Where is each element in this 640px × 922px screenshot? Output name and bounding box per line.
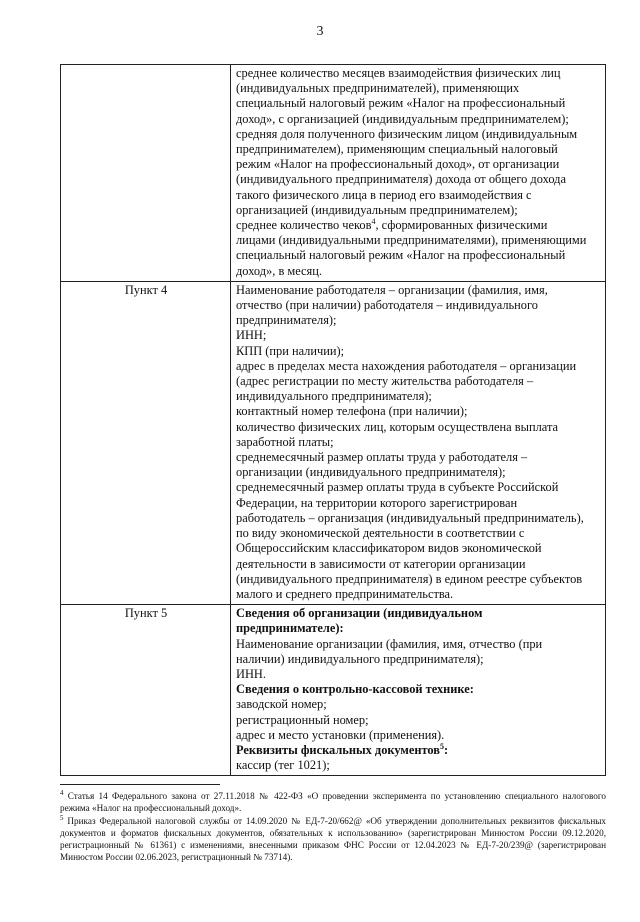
fiscal-heading-text: Реквизиты фискальных документов — [236, 742, 440, 757]
row-label: Пункт 5 — [61, 605, 231, 776]
text-line: малого и среднего предпринимательства. — [236, 586, 454, 601]
text-line: заработной платы; — [236, 434, 334, 449]
text-line: среднее количество месяцев взаимодействия физических лиц — [236, 66, 561, 80]
text-line: кассир (тег 1021); — [236, 758, 330, 773]
footnote-mark: 4 — [60, 788, 64, 797]
text-line: (индивидуального предпринимателя) в едином реестре субъектов — [236, 571, 583, 586]
text-line: заводской номер; — [236, 697, 327, 712]
text-line: среднемесячный размер оплаты труда в субъекте Российской — [236, 480, 559, 495]
text-line: по виду экономической деятельности в соответствии с — [236, 526, 525, 541]
text-line: специальный налоговый режим «Налог на профессиональный — [236, 248, 566, 263]
text-line: ИНН. — [236, 666, 266, 681]
row-content — [231, 605, 606, 776]
text-line: деятельности в зависимости от категории организации — [236, 556, 526, 571]
section-heading-kkt: Сведения о контрольно-кассовой технике: — [236, 682, 474, 697]
footnotes — [60, 784, 606, 864]
text-line: ИНН; — [236, 328, 267, 343]
page-number: 3 — [316, 24, 324, 39]
text-line: (индивидуальных предпринимателей), применяющих — [236, 81, 520, 96]
text-line: специальный налоговый режим «Налог на профессиональный — [236, 96, 566, 111]
footnote-ref-5[interactable]: 5 — [439, 741, 444, 751]
text-line: отчество (при наличии) работодателя – индивидуального — [236, 298, 538, 313]
text-line: контактный номер телефона (при наличии); — [236, 404, 468, 419]
table-row — [61, 605, 606, 776]
footnote-text: Приказ Федеральной налоговой службы от 14.09.2020 № ЕД-7-20/662@ «Об утверждении дополнительных реквизитов фискальных документов и форматов фискальных документов, обязательных к использованию» (зарегистрирован Минюстом России 09.12.2020, регистрационный № 61361) с изменениями, внесенными приказом ФНС России от 12.04.2023 № ЕД-7-20/239@ (зарегистрирован Минюстом России 02.06.2023, регистрационный № 73714). — [60, 816, 607, 862]
section-heading-org-cont: предпринимателе): — [236, 621, 344, 636]
text-line: Наименование работодателя – организации (фамилия, имя, — [236, 282, 548, 297]
requirements-table — [60, 64, 606, 776]
text-line: организацией (индивидуальным предпринимателем); — [236, 202, 518, 217]
text-line: (индивидуального предпринимателя) дохода от общего дохода — [236, 172, 566, 187]
footnote-divider — [60, 784, 220, 785]
footnote-mark: 5 — [60, 813, 64, 822]
text-line: доход», в месяц. — [236, 263, 322, 278]
text-line: организации (индивидуального предпринимателя); — [236, 465, 506, 480]
footnote-text: Статья 14 Федерального закона от 27.11.2018 № 422-ФЗ «О проведении эксперимента по установлению специального налогового режима «Налог на профессиональный доход». — [60, 791, 606, 813]
text-line: среднемесячный размер оплаты труда у работодателя – — [236, 450, 528, 465]
footnote-5 — [60, 815, 606, 863]
text-line: регистрационный номер; — [236, 712, 369, 727]
footnote-ref-4[interactable]: 4 — [371, 216, 376, 226]
text-line: средняя доля полученного физическим лицом (индивидуальным — [236, 126, 578, 141]
text-line: Федерации, на территории которого зарегистрирован — [236, 495, 518, 510]
table-row — [61, 281, 606, 604]
table-row — [61, 65, 606, 282]
text-line: индивидуального предпринимателя); — [236, 389, 432, 404]
row-label: Пункт 4 — [61, 281, 231, 604]
text-line: предпринимателем), применяющим специальный налоговый — [236, 142, 558, 157]
text-line: работодатель – организация (индивидуальный предприниматель), — [236, 510, 584, 525]
text-line: предпринимателя); — [236, 313, 337, 328]
row-label — [61, 65, 231, 282]
checks-line — [236, 218, 601, 233]
row-content — [231, 65, 606, 282]
text-line: КПП (при наличии); — [236, 343, 345, 358]
checks-line-start: среднее количество чеков — [236, 218, 372, 233]
checks-line-end: , сформированных физическими — [375, 218, 548, 233]
text-line: Наименование организации (фамилия, имя, отчество (при — [236, 636, 543, 651]
text-line: доход», с организацией (индивидуальным предпринимателем); — [236, 111, 569, 126]
text-line: адрес и место установки (применения). — [236, 727, 445, 742]
text-line: (адрес регистрации по месту жительства работодателя – — [236, 374, 534, 389]
section-heading-org: Сведения об организации (индивидуальном — [236, 606, 483, 621]
row-content — [231, 281, 606, 604]
text-line: режим «Налог на профессиональный доход», от организации — [236, 157, 560, 172]
text-line: наличии) индивидуального предпринимателя); — [236, 651, 484, 666]
text-line: лицами (индивидуальными предпринимателями), применяющими — [236, 233, 587, 248]
section-heading-fiscal — [236, 743, 601, 758]
text-line: адрес в пределах места нахождения работодателя – организации — [236, 358, 577, 373]
fiscal-heading-colon: : — [443, 742, 449, 757]
text-line: такого физического лица в период его взаимодействия с — [236, 187, 532, 202]
text-line: Общероссийским классификатором видов экономической — [236, 541, 542, 556]
footnote-4 — [60, 790, 606, 814]
text-line: количество физических лиц, которым осуществлена выплата — [236, 419, 559, 434]
